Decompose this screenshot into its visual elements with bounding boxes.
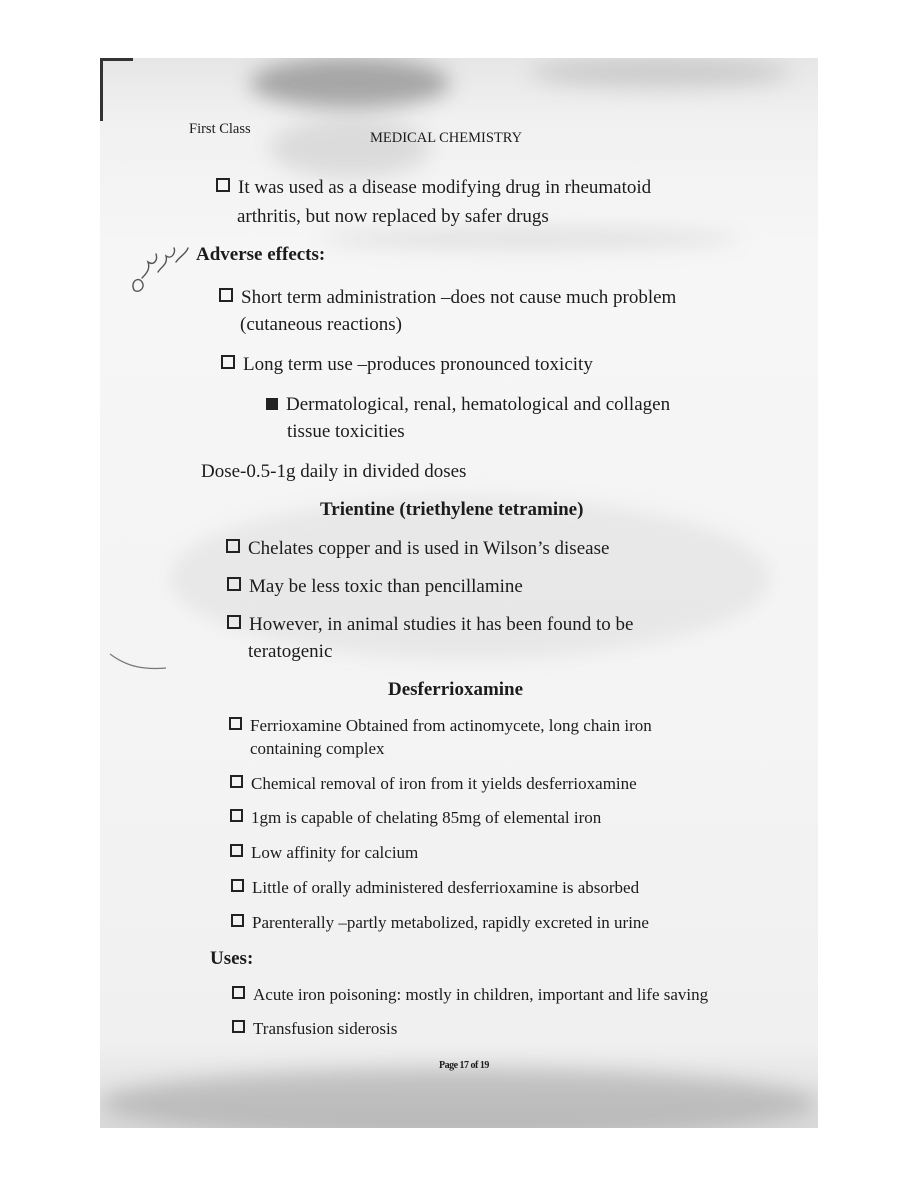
list-item: Chelates copper and is used in Wilson’s disease: [226, 538, 609, 560]
checkbox-bullet-icon: [232, 986, 245, 999]
checkbox-bullet-icon: [227, 577, 241, 591]
checkbox-bullet-icon: [219, 288, 233, 302]
list-item: Little of orally administered desferrioxamine is absorbed: [231, 878, 639, 898]
list-item: Ferrioxamine Obtained from actinomycete, long chain iron: [229, 716, 652, 736]
scan-smudge: [270, 118, 430, 178]
list-item: Long term use –produces pronounced toxicity: [221, 354, 593, 376]
list-item-continuation: arthritis, but now replaced by safer drugs: [237, 206, 549, 227]
list-item: Short term administration –does not cause much problem: [219, 287, 676, 309]
handwritten-note-icon: [128, 242, 198, 302]
scan-smudge: [250, 58, 450, 108]
section-heading-adverse-effects: Adverse effects:: [196, 244, 326, 265]
checkbox-bullet-icon: [216, 178, 230, 192]
list-item: It was used as a disease modifying drug in rheumatoid: [216, 177, 651, 199]
scan-smudge: [530, 58, 790, 88]
checkbox-bullet-icon: [229, 717, 242, 730]
list-item: Acute iron poisoning: mostly in children, important and life saving: [232, 985, 708, 1005]
header-subject: MEDICAL CHEMISTRY: [370, 130, 523, 146]
section-title-desferrioxamine: Desferrioxamine: [388, 679, 524, 700]
list-item-continuation: (cutaneous reactions): [240, 314, 402, 335]
checkbox-bullet-icon: [230, 775, 243, 788]
checkbox-bullet-icon: [230, 844, 243, 857]
list-item-continuation: teratogenic: [248, 641, 333, 662]
list-item: Parenterally –partly metabolized, rapidly excreted in urine: [231, 913, 649, 933]
checkbox-bullet-icon: [232, 1020, 245, 1033]
scan-smudge: [100, 1068, 818, 1128]
sub-list-item: Dermatological, renal, hematological and collagen: [266, 394, 670, 416]
section-title-trientine: Trientine (triethylene tetramine): [320, 499, 584, 520]
margin-pen-stroke-icon: [108, 650, 168, 680]
checkbox-bullet-icon: [230, 809, 243, 822]
list-item: 1gm is capable of chelating 85mg of elemental iron: [230, 808, 601, 828]
checkbox-bullet-icon: [227, 615, 241, 629]
dose-text: Dose-0.5-1g daily in divided doses: [201, 461, 467, 482]
sub-list-item-continuation: tissue toxicities: [287, 421, 405, 442]
list-item: Chemical removal of iron from it yields desferrioxamine: [230, 774, 637, 794]
header-class: First Class: [189, 121, 251, 137]
list-item: Low affinity for calcium: [230, 843, 418, 863]
list-item: However, in animal studies it has been found to be: [227, 614, 633, 636]
checkbox-bullet-icon: [231, 879, 244, 892]
list-item-continuation: containing complex: [250, 739, 385, 758]
list-item: Transfusion siderosis: [232, 1019, 397, 1039]
list-item: May be less toxic than pencillamine: [227, 576, 523, 598]
page-number: Page 17 of 19: [439, 1060, 489, 1071]
section-heading-uses: Uses:: [210, 948, 254, 969]
checkbox-bullet-icon: [221, 355, 235, 369]
filled-square-bullet-icon: [266, 398, 278, 410]
checkbox-bullet-icon: [231, 914, 244, 927]
checkbox-bullet-icon: [226, 539, 240, 553]
scan-smudge: [320, 228, 740, 250]
page-corner-mark: [100, 58, 133, 121]
